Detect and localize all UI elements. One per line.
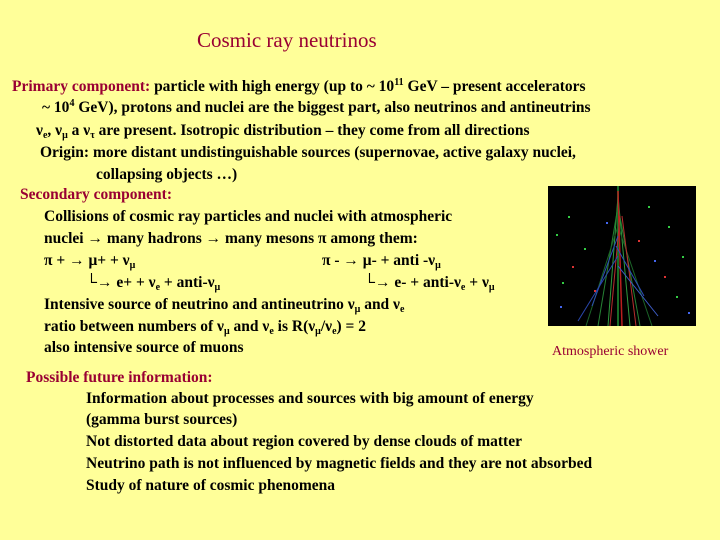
pion-plus-decay: π + → $\mu+ + \nu_\mu$ bbox=[44, 252, 136, 271]
future-item: Neutrino path is not influenced by magnetic fields and they are not absorbed bbox=[86, 455, 593, 472]
future-item: (gamma burst sources) bbox=[86, 411, 238, 428]
future-item: Not distorted data about region covered by dense clouds of matter bbox=[86, 433, 522, 450]
muon-minus-decay: └→ e- + anti-$\nu_e + \nu_\mu$ bbox=[364, 274, 495, 293]
atmospheric-shower-image bbox=[548, 186, 696, 326]
secondary-line-6: ratio between numbers of $\nu_\mu$ and $\nu_e$ is $R(\nu_\mu/\nu_e) = 2$ bbox=[44, 318, 367, 337]
primary-line-3: $\nu_e$, $\nu_\mu$ a $\nu_\tau$ are present. Isotropic distribution – they come from all directions bbox=[36, 122, 530, 141]
primary-line-4: Origin: more distant undistinguishable sources (supernovae, active galaxy nuclei, bbox=[40, 144, 576, 161]
secondary-line-2: nuclei → many hadrons → many mesons π among them: bbox=[44, 230, 418, 247]
primary-label: Primary component: bbox=[12, 78, 151, 95]
secondary-label: Secondary component: bbox=[20, 186, 172, 203]
image-caption: Atmospheric shower bbox=[552, 344, 669, 359]
future-item: Information about processes and sources with big amount of energy bbox=[86, 390, 534, 407]
secondary-line-7: also intensive source of muons bbox=[44, 339, 244, 356]
future-label: Possible future information: bbox=[26, 369, 213, 386]
muon-plus-decay: └→ $e+ + \nu_e$ + anti-$\nu_\mu$ bbox=[86, 274, 221, 293]
slide-title: Cosmic ray neutrinos bbox=[197, 28, 377, 52]
secondary-line-5: Intensive source of neutrino and antineutrino $\nu_\mu$ and $\nu_e$ bbox=[44, 296, 405, 315]
pion-minus-decay: π - → μ- + anti $-\nu_\mu$ bbox=[322, 252, 441, 271]
primary-line-1: Primary component: particle with high energy (up to ~ $10^{11}$ GeV – present accelerators bbox=[12, 77, 586, 95]
future-item: Study of nature of cosmic phenomena bbox=[86, 477, 336, 494]
secondary-line-1: Collisions of cosmic ray particles and nuclei with atmospheric bbox=[44, 208, 453, 225]
primary-line-5: collapsing objects …) bbox=[96, 166, 238, 183]
primary-line-2: ~ $10^4$ GeV), protons and nuclei are the biggest part, also neutrinos and antineutrins bbox=[42, 98, 591, 116]
